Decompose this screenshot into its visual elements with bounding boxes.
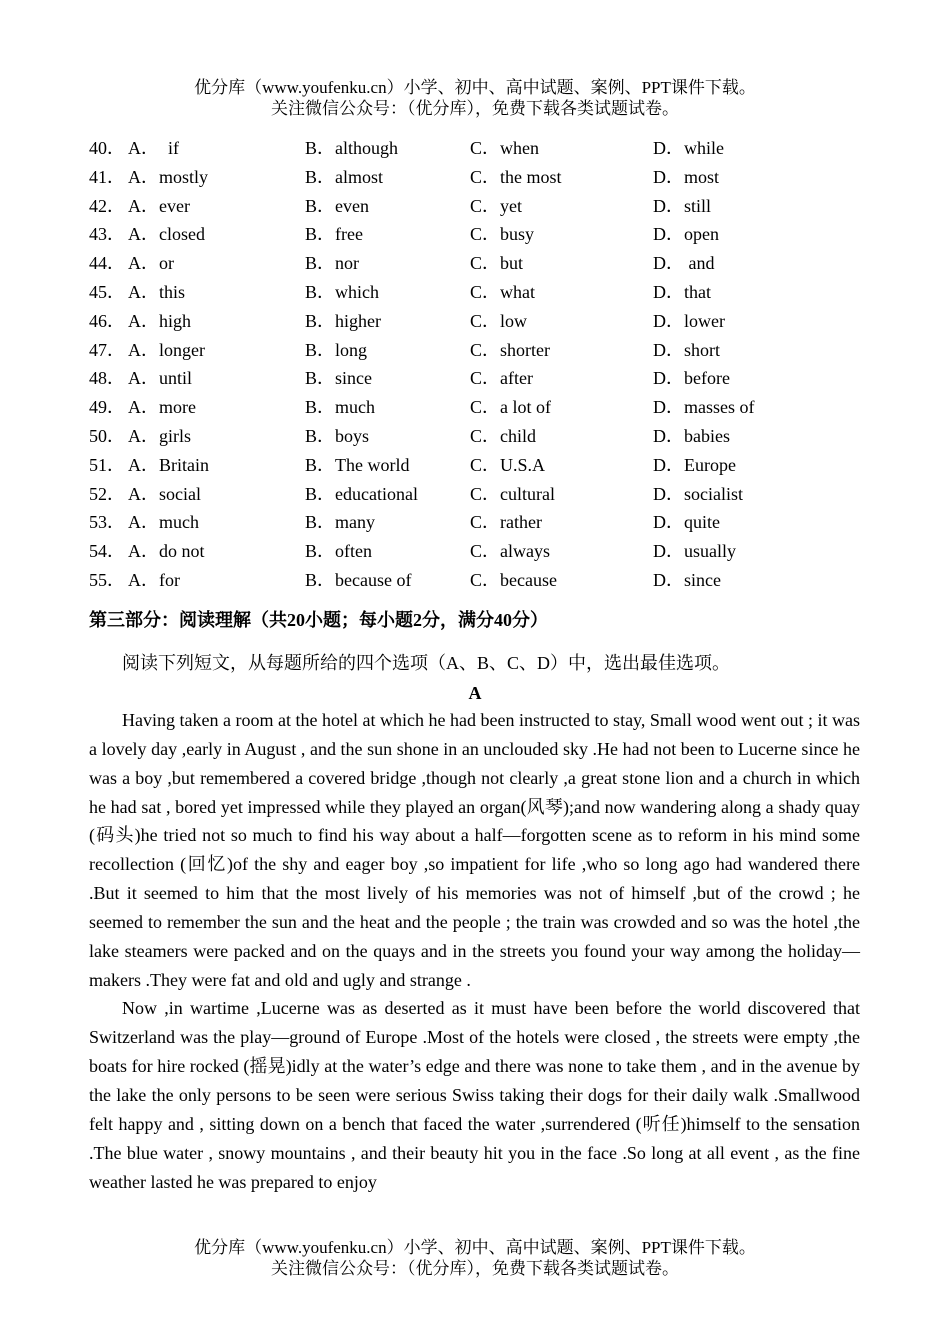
passage-paragraph-2: Now ,in wartime ,Lucerne was as deserted as it must have been before the world discovered that Switzerland was the play—ground of Europe .Most of the hotels were closed , the streets were empty ,the boats for hire rocked (摇晃)idly at the water’s edge and there was none to take them , and in the avenue by the lake the only persons to be seen were serious Swiss taking their dogs for their daily walk .Smallwood felt happy and , sitting down on a bench that faced the water ,surrendered (听任)himself to the sensation .The blue water , snowy mountains , and their beauty hit you in the face .So long at all event , as the fine weather lasted he was prepared to enjoy	[89, 998, 860, 1192]
option-c: C．what	[470, 281, 535, 302]
reading-passage	[89, 706, 860, 1196]
option-row	[89, 537, 869, 566]
option-d: D．since	[653, 569, 721, 590]
footer-line-1: 优分库（www.youfenku.cn）小学、初中、高中试题、案例、PPT课件下载。	[194, 1238, 756, 1257]
section-instruction: 阅读下列短文，从每题所给的四个选项（A、B、C、D）中，选出最佳选项。	[122, 653, 731, 673]
option-b: B．higher	[305, 310, 381, 331]
question-number: 50．	[89, 425, 125, 446]
question-number: 43．	[89, 224, 125, 245]
option-c: C．always	[470, 541, 550, 562]
option-a: A．this	[128, 281, 186, 302]
option-a: A．until	[128, 368, 193, 389]
option-c: C．U.S.A	[470, 454, 546, 475]
option-row	[89, 393, 869, 422]
option-a: A．mostly	[128, 166, 209, 187]
option-b: B．nor	[305, 253, 359, 274]
question-number: 41．	[89, 166, 125, 187]
option-a: A．closed	[128, 224, 205, 245]
option-a: A．girls	[128, 425, 191, 446]
option-d: D．before	[653, 368, 730, 389]
question-number: 54．	[89, 541, 125, 562]
option-row	[89, 220, 869, 249]
option-d: D．Europe	[653, 454, 736, 475]
option-a: A．longer	[128, 339, 205, 360]
question-number: 42．	[89, 195, 125, 216]
question-number: 55．	[89, 569, 125, 590]
option-row	[89, 278, 869, 307]
option-a: A．social	[128, 483, 201, 504]
option-a: A．much	[128, 512, 199, 533]
option-b: B．long	[305, 339, 368, 360]
option-b: B．because of	[305, 569, 412, 590]
option-a: A．or	[128, 253, 174, 274]
option-b: B．since	[305, 368, 372, 389]
option-row	[89, 364, 869, 393]
option-a: A．high	[128, 310, 191, 331]
option-row	[89, 134, 869, 163]
option-d: D．most	[653, 166, 720, 187]
option-d: D．quite	[653, 512, 720, 533]
option-row	[89, 192, 869, 221]
option-d: D．masses of	[653, 397, 755, 418]
option-row	[89, 422, 869, 451]
option-d: D．babies	[653, 425, 730, 446]
option-c: C．child	[470, 425, 536, 446]
option-a: A． if	[128, 138, 179, 158]
page-header	[0, 77, 950, 119]
option-c: C．low	[470, 310, 528, 331]
option-d: D．short	[653, 339, 720, 360]
question-number: 40．	[89, 138, 125, 158]
option-row	[89, 249, 869, 278]
option-c: C．a lot of	[470, 397, 551, 418]
option-b: B．almost	[305, 166, 384, 187]
option-b: B．boys	[305, 425, 370, 446]
question-number: 51．	[89, 454, 125, 475]
option-a: A．Britain	[128, 454, 209, 475]
option-a: A．do not	[128, 541, 205, 562]
option-a: A．for	[128, 569, 180, 590]
option-d: D．while	[653, 138, 724, 158]
question-number: 44．	[89, 253, 125, 274]
option-a: A．more	[128, 397, 196, 418]
option-b: B．although	[305, 138, 398, 158]
answer-options-list	[89, 134, 869, 595]
question-number: 48．	[89, 368, 125, 389]
page-footer	[0, 1237, 950, 1279]
option-b: B．The world	[305, 454, 410, 475]
option-d: D． and	[653, 253, 715, 274]
option-c: C．when	[470, 138, 539, 158]
option-b: B．which	[305, 281, 379, 302]
option-c: C．shorter	[470, 339, 550, 360]
question-number: 53．	[89, 512, 125, 533]
option-row	[89, 163, 869, 192]
option-d: D．usually	[653, 541, 736, 562]
passage-paragraph-1: Having taken a room at the hotel at which he had been instructed to stay, Small wood went out ; it was a lovely day ,early in August , and the sun shone in an unclouded sky .He had not been to Lucerne since he was a boy ,but remembered a covered bridge ,though not clearly ,a great stone lion and a church in which he had sat , bored yet impressed while they played an organ(风琴);and now wandering along a shady quay (码头)he tried not so much to find his way about a half—forgotten scene as to reform in his mind some recollection (回忆)of the shy and eager boy ,so impatient for life ,who so long ago had wandered there .But it seemed to him that the most lively of his memories was not of himself ,but of the crowd ; he seemed to remember the sun and the heat and the people ; the train was crowded and so was the hotel ,the lake steamers were packed and on the quays and in the streets you found your way among the holiday—makers .They were fat and old and ugly and strange .	[89, 710, 860, 990]
option-row	[89, 508, 869, 537]
option-b: B．even	[305, 195, 369, 216]
section-title: 第三部分：阅读理解（共20小题；每小题2分，满分40分）	[89, 610, 548, 630]
option-row	[89, 336, 869, 365]
option-d: D．open	[653, 224, 719, 245]
option-c: C．but	[470, 253, 524, 274]
option-d: D．that	[653, 281, 711, 302]
option-d: D．socialist	[653, 483, 743, 504]
option-row	[89, 451, 869, 480]
question-number: 49．	[89, 397, 125, 418]
question-number: 47．	[89, 339, 125, 360]
question-number: 46．	[89, 310, 125, 331]
option-b: B．many	[305, 512, 375, 533]
header-line-2: 关注微信公众号：（优分库），免费下载各类试题试卷。	[271, 99, 679, 118]
option-row	[89, 480, 869, 509]
option-c: C．after	[470, 368, 533, 389]
passage-label: A	[468, 683, 482, 703]
option-c: C．rather	[470, 512, 542, 533]
option-c: C．cultural	[470, 483, 555, 504]
question-number: 52．	[89, 483, 125, 504]
option-c: C．busy	[470, 224, 535, 245]
option-b: B．much	[305, 397, 375, 418]
option-b: B．often	[305, 541, 372, 562]
option-c: C．the most	[470, 166, 562, 187]
option-b: B．free	[305, 224, 363, 245]
header-line-1: 优分库（www.youfenku.cn）小学、初中、高中试题、案例、PPT课件下载。	[194, 78, 756, 97]
option-d: D．lower	[653, 310, 725, 331]
footer-line-2: 关注微信公众号：（优分库），免费下载各类试题试卷。	[271, 1259, 679, 1278]
option-c: C．because	[470, 569, 557, 590]
question-number: 45．	[89, 281, 125, 302]
option-row	[89, 566, 869, 595]
option-b: B．educational	[305, 483, 418, 504]
option-row	[89, 307, 869, 336]
option-a: A．ever	[128, 195, 190, 216]
option-d: D．still	[653, 195, 712, 216]
option-c: C．yet	[470, 195, 522, 216]
